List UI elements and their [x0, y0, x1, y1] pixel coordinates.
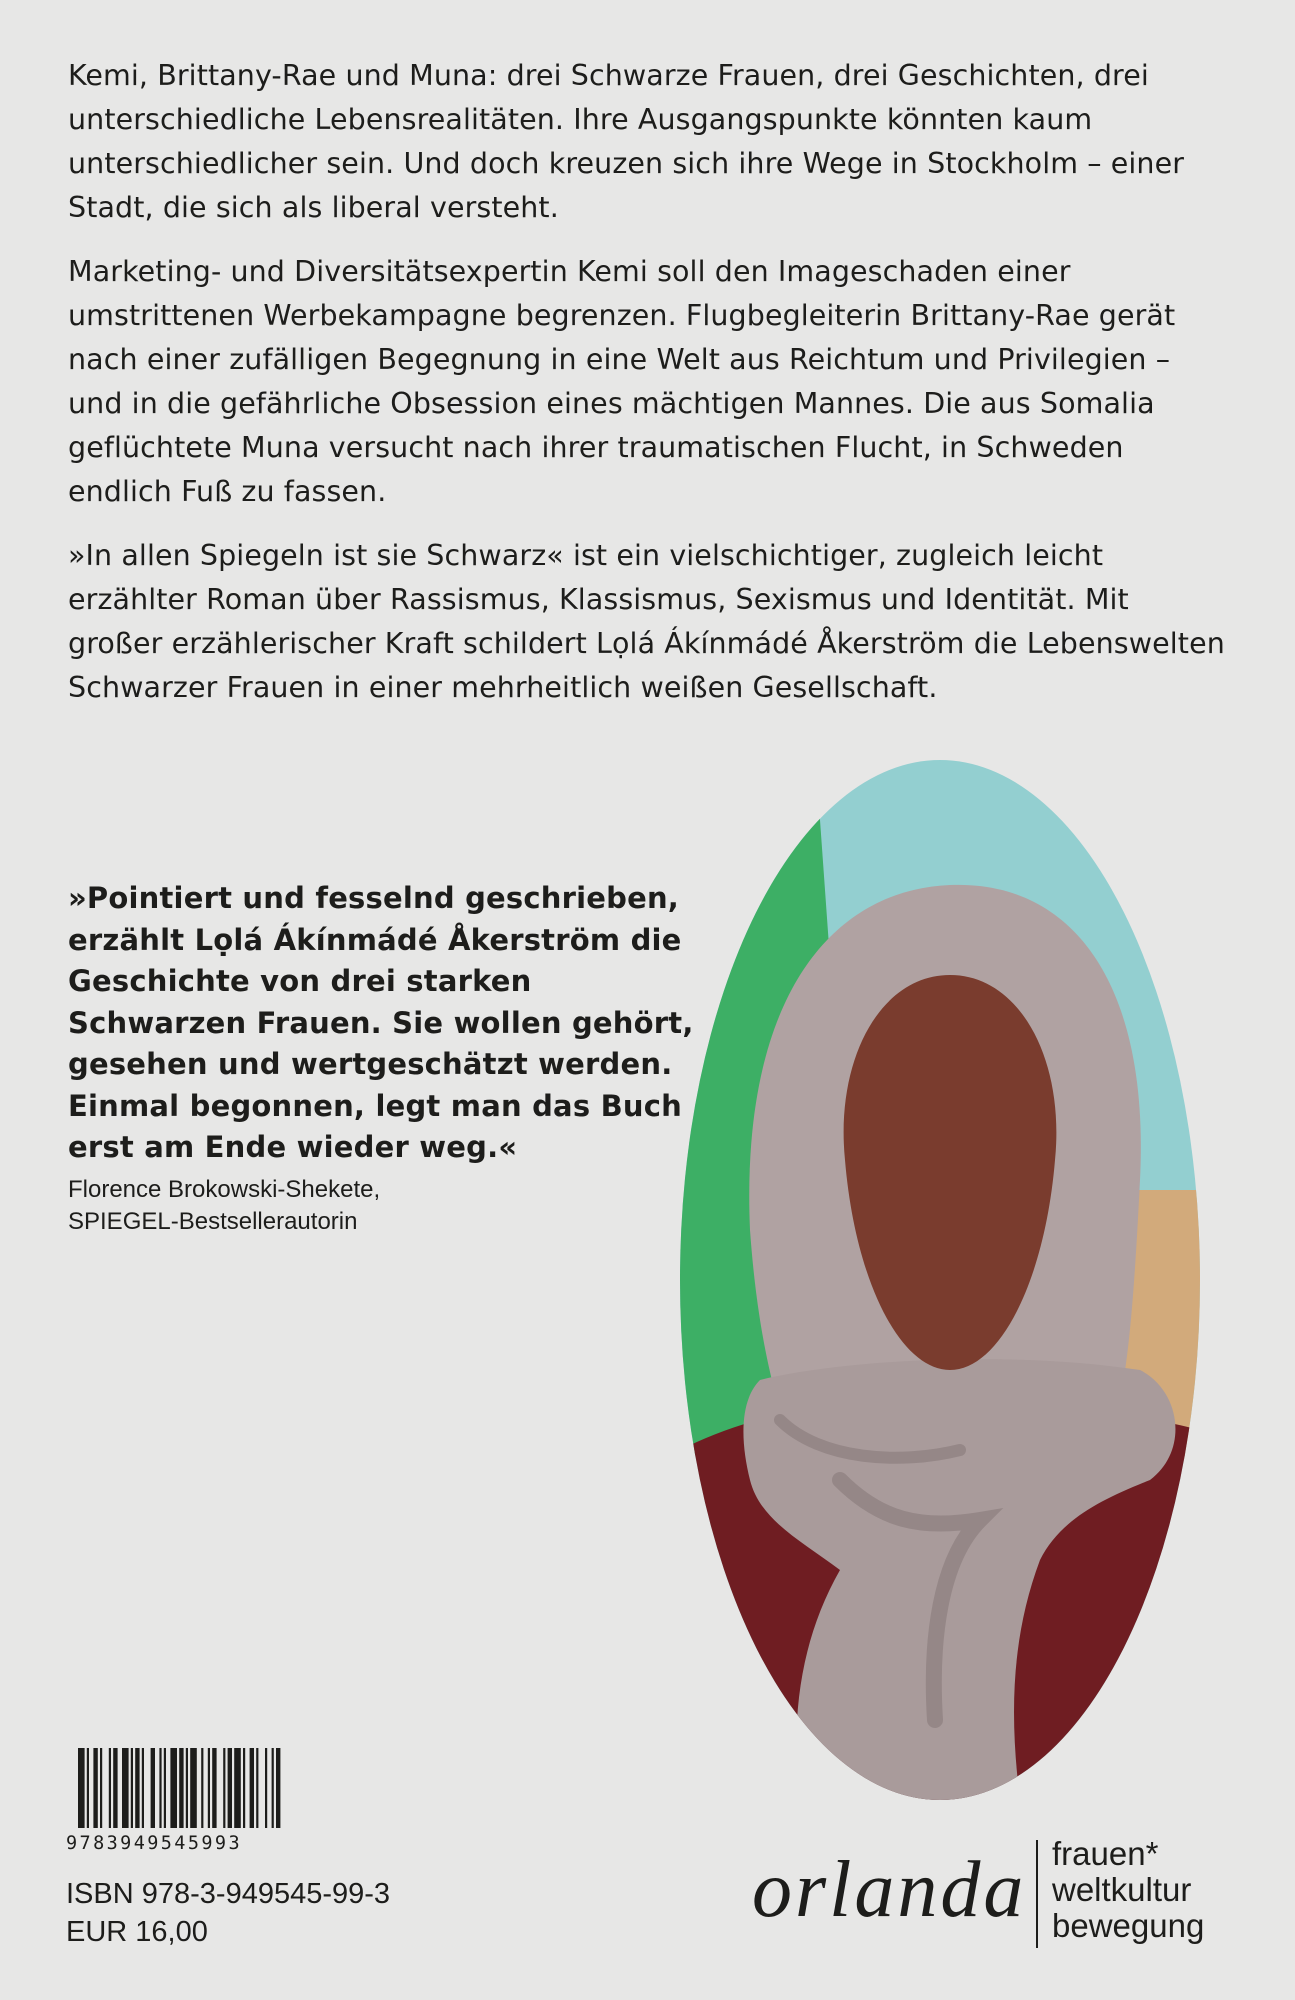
blurb-paragraph-3: »In allen Spiegeln ist sie Schwarz« ist ein vielschichtiger, zugleich leicht erzählter Roman über Rassismus, Klassismus, Sexismus und Identität. Mit großer erzählerischer Kraft schildert Lọlá Ákínmádé Åkerström die Lebenswelten Schwarzer Frauen in einer mehrheitlich weißen Gesellschaft. — [68, 539, 1225, 704]
barcode-bar — [234, 1748, 241, 1828]
barcode-bar — [131, 1748, 133, 1828]
quote-author: Florence Brokowski-Shekete, — [68, 1176, 381, 1203]
barcode-bar — [78, 1748, 85, 1828]
isbn-number: ISBN 978-3-949545-99-3 — [66, 1878, 391, 1910]
barcode-bar — [122, 1748, 129, 1828]
barcode-bar — [208, 1748, 210, 1828]
quote-author-role: SPIEGEL-Bestsellerautorin — [68, 1208, 358, 1235]
barcode-bar — [93, 1748, 97, 1828]
barcode-bar — [100, 1748, 102, 1828]
barcode-bar — [170, 1748, 177, 1828]
blurb-paragraph-2: Marketing- und Diversitätsexpertin Kemi soll den Imageschaden einer umstrittenen Werbekampagne begrenzen. Flugbegleiterin Brittany-Rae gerät nach einer zufälligen Begegnung in eine Welt aus Reichtum und Privilegien – und in die gefährliche Obsession eines mächtigen Mannes. Die aus Somalia geflüchtete Muna versucht nach ihrer traumatischen Flucht, in Schweden endlich Fuß zu fassen. — [68, 255, 1176, 508]
barcode-bar — [256, 1748, 258, 1828]
barcode-bar — [250, 1748, 254, 1828]
blurb-paragraph-1: Kemi, Brittany-Rae und Muna: drei Schwarze Frauen, drei Geschichten, drei unterschiedliche Lebensrealitäten. Ihre Ausgangspunkte könnten kaum unterschiedlicher sein. Und doch kreuzen sich ihre Wege in Stockholm – einer Stadt, die sich als liberal versteht. — [68, 59, 1185, 224]
review-quote: »Pointiert und fesselnd geschrieben, erzählt Lọlá Ákínmádé Åkerström die Geschichte von drei starken Schwarzen Frauen. Sie wollen gehört, gesehen und wertgeschätzt werden. Einmal begonnen, legt man das Buch erst am Ende wieder weg.« — [68, 881, 694, 1164]
barcode-digits: 9783949545993 — [66, 1833, 242, 1854]
publisher-tagline-line-1: frauen* — [1052, 1835, 1159, 1872]
publisher-tagline-line-3: bewegung — [1052, 1907, 1205, 1944]
publisher-logo-wordmark: orlanda — [752, 1846, 1027, 1934]
publisher-tagline-line-2: weltkultur — [1052, 1871, 1192, 1908]
barcode-bar — [135, 1748, 139, 1828]
barcode-bar — [228, 1748, 232, 1828]
barcode-bar — [179, 1748, 183, 1828]
barcode-bar — [109, 1748, 111, 1828]
price: EUR 16,00 — [66, 1916, 208, 1948]
barcode-bar — [201, 1748, 203, 1828]
logo-divider — [1036, 1840, 1038, 1948]
barcode-bar — [87, 1748, 89, 1828]
barcode-bar — [151, 1748, 155, 1828]
barcode-bar — [243, 1748, 245, 1828]
barcode-bar — [190, 1748, 197, 1828]
barcode-bar — [113, 1748, 117, 1828]
barcode-bar — [164, 1748, 166, 1828]
barcode-bar — [223, 1748, 225, 1828]
barcode-bar — [212, 1748, 216, 1828]
barcode-bar — [276, 1748, 280, 1828]
barcode-bar — [272, 1748, 274, 1828]
barcode-bar — [159, 1748, 161, 1828]
barcode-bar — [186, 1748, 188, 1828]
barcode-bar — [142, 1748, 144, 1828]
barcode-bar — [265, 1748, 267, 1828]
barcode-image — [78, 1748, 330, 1828]
portrait-illustration — [680, 760, 1200, 1800]
